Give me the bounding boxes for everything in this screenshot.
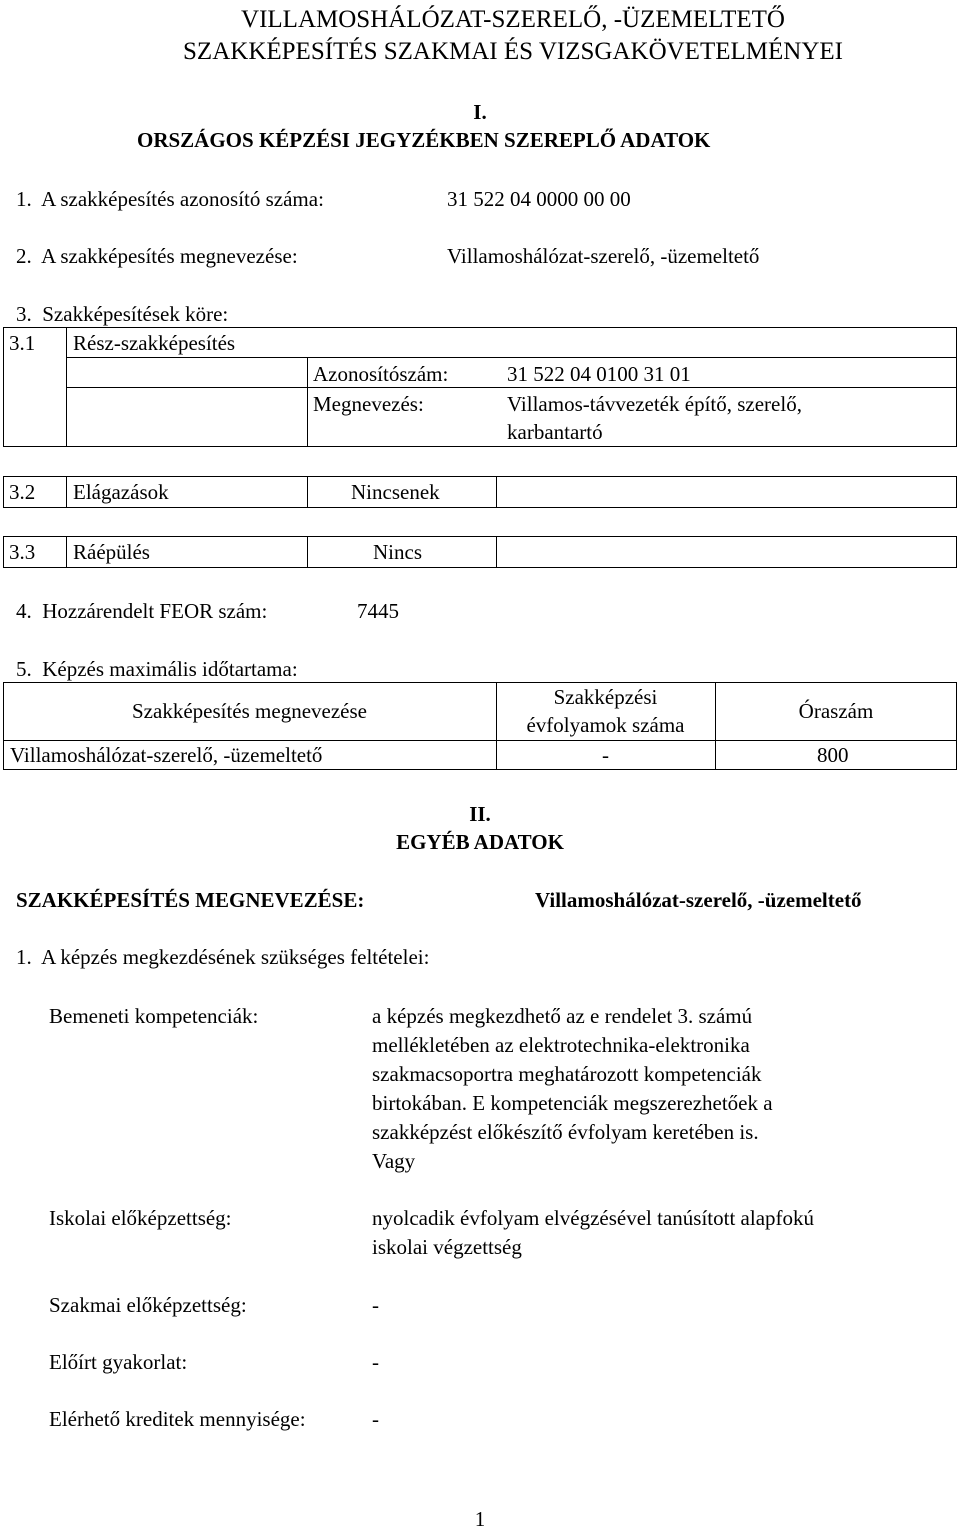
item2-label: 2. A szakképesítés megnevezése:	[16, 244, 298, 268]
bemeneti-line-2: mellékletében az elektrotechnika-elektronika	[372, 1033, 750, 1057]
sub31-id-value: 31 522 04 0100 31 01	[507, 362, 691, 386]
item4-value: 7445	[357, 599, 399, 623]
kredit-label: Elérhető kreditek mennyisége:	[49, 1407, 306, 1431]
iskolai-line-2: iskolai végzettség	[372, 1235, 522, 1259]
duration-header-years-line1: Szakképzési	[553, 685, 658, 709]
sub31-num: 3.1	[9, 331, 36, 355]
sub33-num: 3.3	[9, 540, 36, 564]
section1-roman: I.	[473, 100, 487, 124]
bemeneti-line-5: szakképzést előkészítő évfolyam keretében is.	[372, 1120, 759, 1144]
duration-row-name: Villamoshálózat-szerelő, -üzemeltető	[10, 743, 323, 767]
gyakorlat-label: Előírt gyakorlat:	[49, 1350, 188, 1374]
section2-heading: EGYÉB ADATOK	[396, 830, 564, 854]
duration-header-hours: Óraszám	[798, 699, 874, 723]
bemeneti-line-6: Vagy	[372, 1149, 416, 1173]
duration-row-years: -	[602, 743, 609, 767]
bemeneti-line-3: szakmacsoportra meghatározott kompetenciák	[372, 1062, 762, 1086]
bemeneti-line-4: birtokában. E kompetenciák megszerezhetőek a	[372, 1091, 773, 1115]
duration-header-name: Szakképesítés megnevezése	[132, 699, 367, 723]
sub33-value: Nincs	[373, 540, 422, 564]
iskolai-line-1: nyolcadik évfolyam elvégzésével tanúsított alapfokú	[372, 1206, 815, 1230]
sub33-label: Ráépülés	[73, 540, 150, 564]
document-title-line2: SZAKKÉPESÍTÉS SZAKMAI ÉS VIZSGAKÖVETELMÉNYEI	[183, 38, 843, 65]
iskolai-label: Iskolai előképzettség:	[49, 1206, 232, 1230]
sub31-id-label: Azonosítószám:	[313, 362, 449, 386]
sub31-name-label: Megnevezés:	[313, 392, 424, 416]
sub32-num: 3.2	[9, 480, 36, 504]
sub31-name-value-line2: karbantartó	[507, 420, 603, 444]
gyakorlat-value: -	[372, 1350, 379, 1374]
szakmai-value: -	[372, 1293, 379, 1317]
section1-heading: ORSZÁGOS KÉPZÉSI JEGYZÉKBEN SZEREPLŐ ADATOK	[137, 128, 711, 152]
szakmai-label: Szakmai előképzettség:	[49, 1293, 247, 1317]
item5-label: 5. Képzés maximális időtartama:	[16, 657, 298, 681]
bemeneti-line-1: a képzés megkezdhető az e rendelet 3. számú	[372, 1004, 753, 1028]
sub31-label: Rész-szakképesítés	[73, 331, 236, 355]
kredit-value: -	[372, 1407, 379, 1431]
duration-row-hours: 800	[817, 743, 849, 767]
qualification-name-value: Villamoshálózat-szerelő, -üzemeltető	[535, 888, 862, 912]
sub32-value: Nincsenek	[351, 480, 440, 504]
item1-value: 31 522 04 0000 00 00	[447, 187, 631, 211]
bemeneti-label: Bemeneti kompetenciák:	[49, 1004, 259, 1028]
item1-label: 1. A szakképesítés azonosító száma:	[16, 187, 324, 211]
section2-roman: II.	[469, 802, 491, 826]
document-title-line1: VILLAMOSHÁLÓZAT-SZERELŐ, -ÜZEMELTETŐ	[241, 6, 785, 33]
page-number: 1	[474, 1507, 486, 1531]
sub32-label: Elágazások	[73, 480, 169, 504]
qualification-name-label: SZAKKÉPESÍTÉS MEGNEVEZÉSE:	[16, 888, 365, 912]
item3-label: 3. Szakképesítések köre:	[16, 302, 229, 326]
item2-value: Villamoshálózat-szerelő, -üzemeltető	[447, 244, 760, 268]
entry-requirements-heading: 1. A képzés megkezdésének szükséges feltételei:	[16, 945, 430, 969]
duration-header-years-line2: évfolyamok száma	[526, 713, 685, 737]
sub31-name-value-line1: Villamos-távvezeték építő, szerelő,	[507, 392, 802, 416]
item4-label: 4. Hozzárendelt FEOR szám:	[16, 599, 268, 623]
